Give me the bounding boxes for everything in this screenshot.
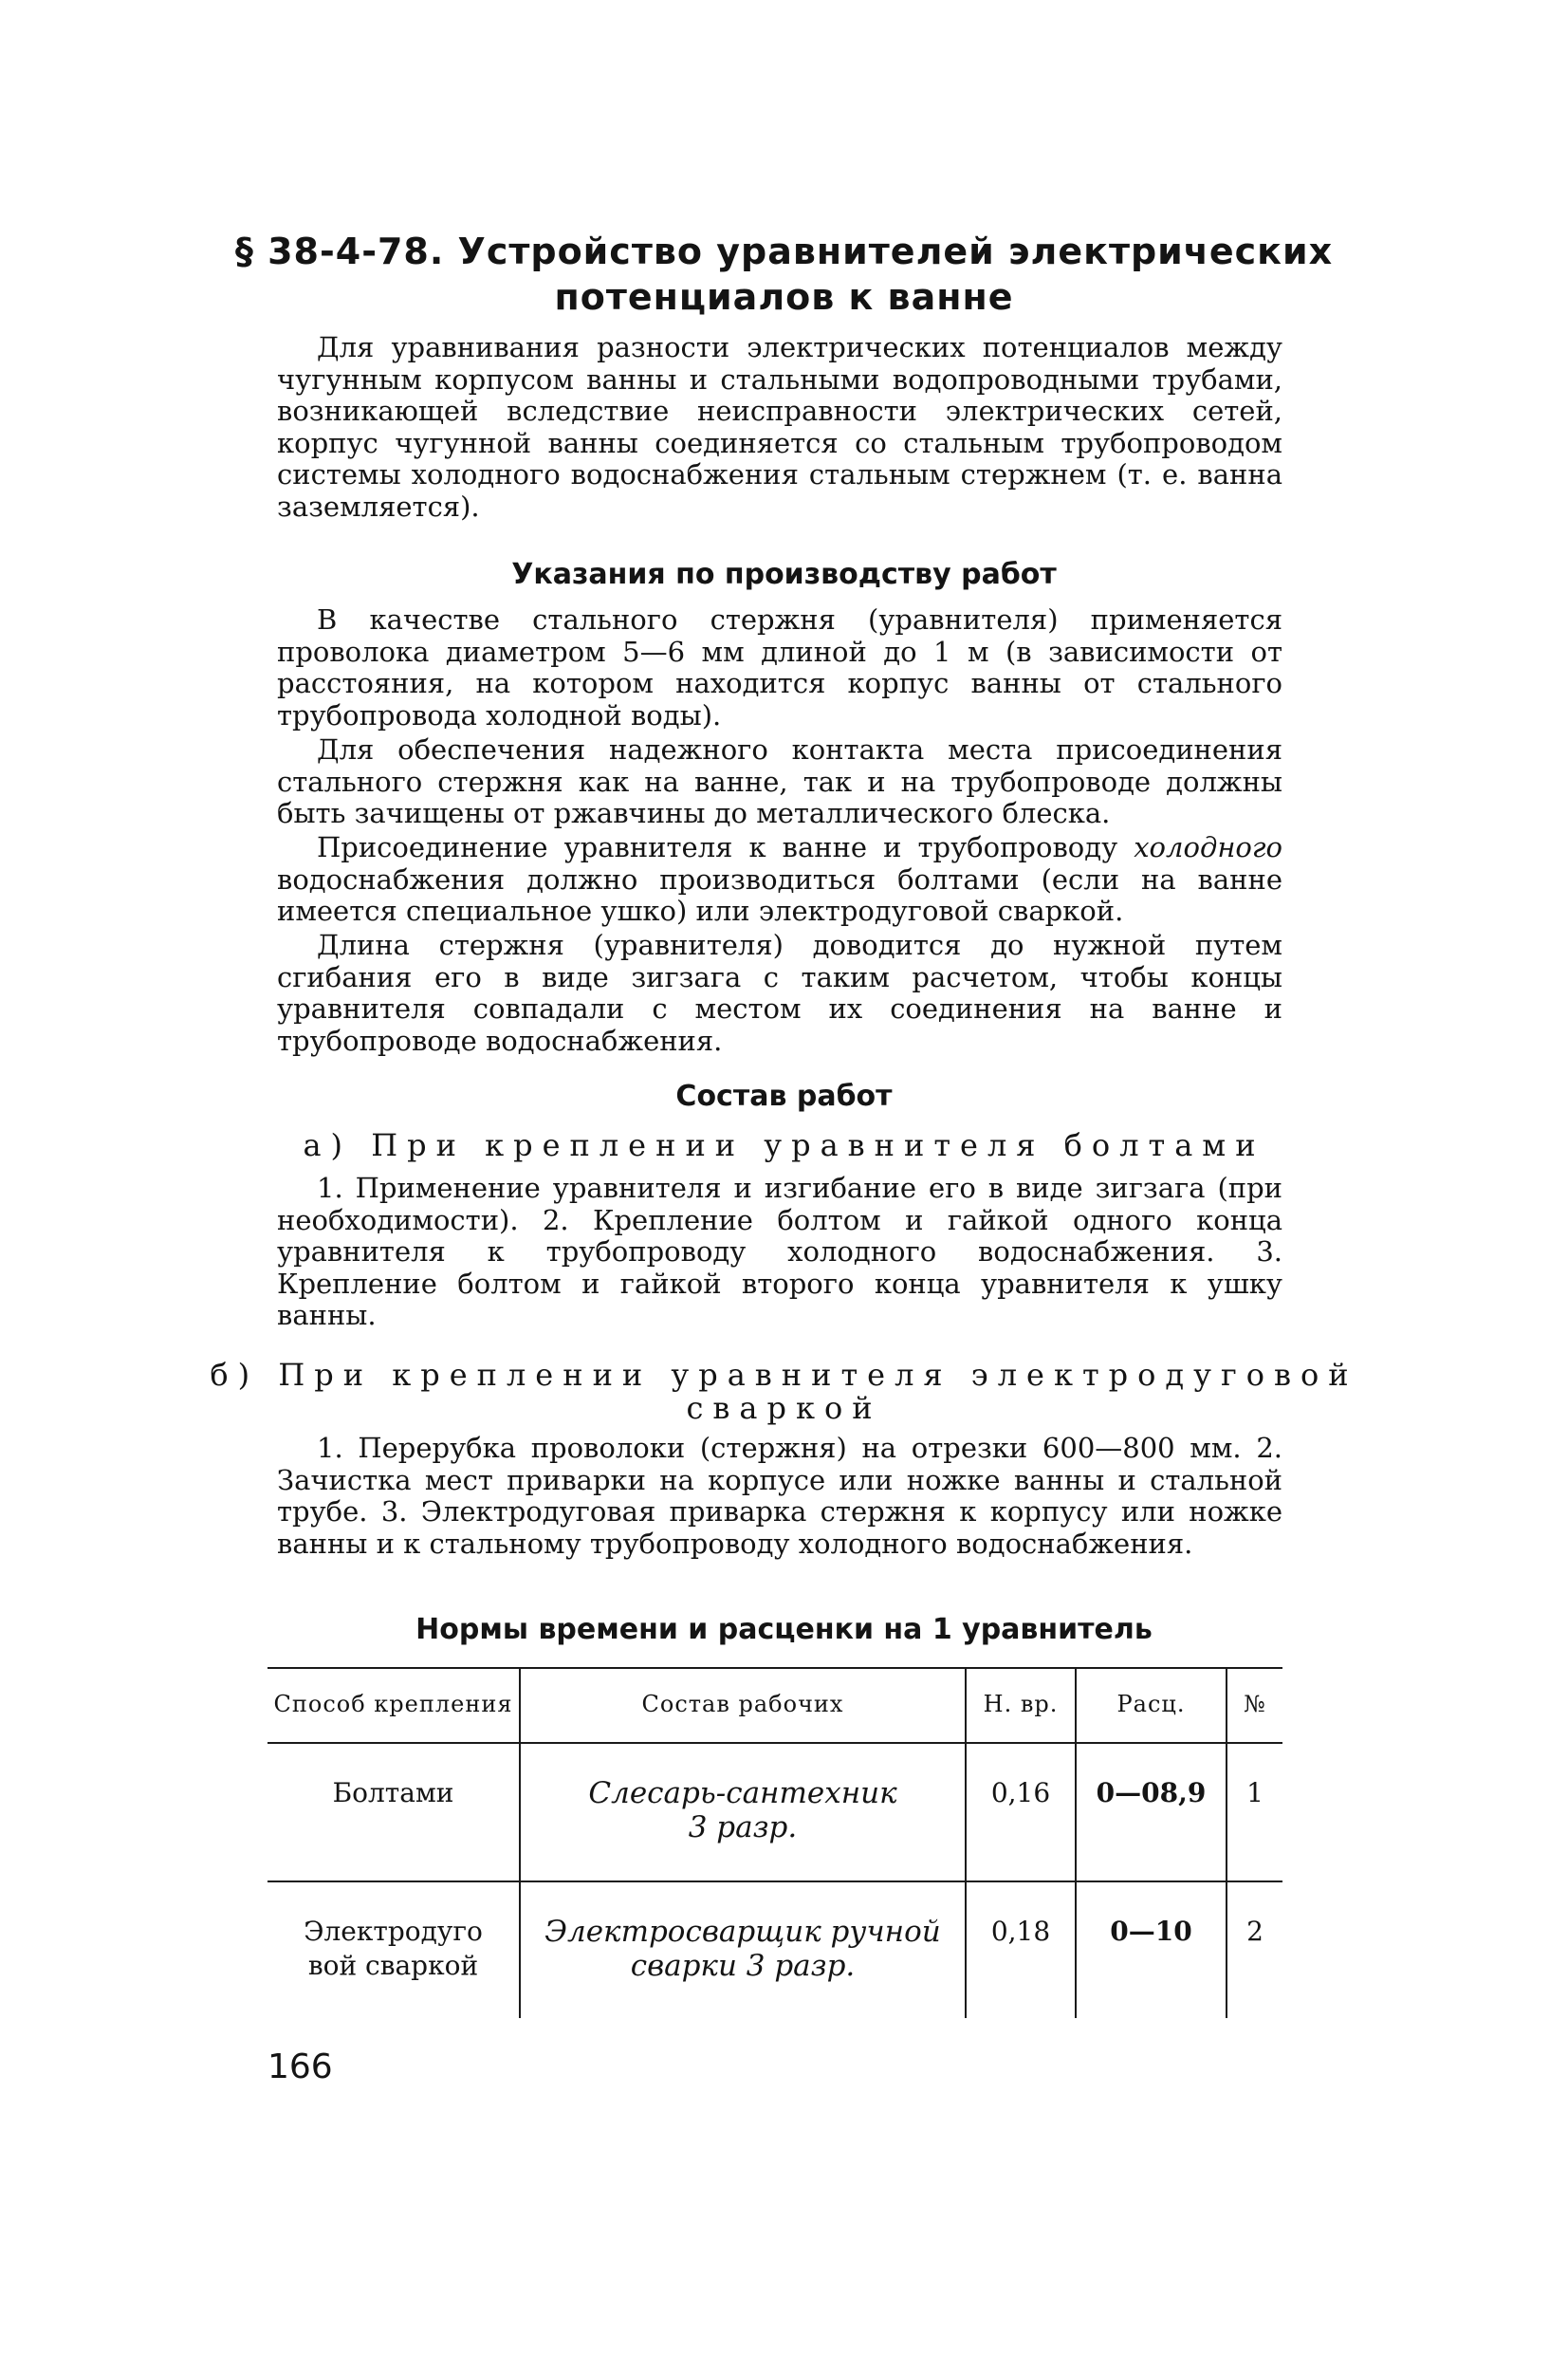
work-variant-a-heading: а) При креплении уравнителя болтами: [303, 1127, 1265, 1163]
instructions-paragraph-3-start: Присоединение уравнителя к ванне и трубопроводу: [317, 831, 1134, 863]
table-header-price: Расц.: [1116, 1691, 1186, 1717]
section-title-line-1: § 38-4-78. Устройство уравнителей электрических: [234, 231, 1334, 272]
row-1-workers-line-1: Слесарь-сантехник: [588, 1776, 897, 1810]
instructions-paragraph-3: [277, 832, 1282, 928]
instructions-heading: Указания по производству работ: [511, 558, 1057, 591]
section-title-line-2: потенциалов к ванне: [554, 276, 1014, 318]
row-2-price: 0—10: [1110, 1916, 1192, 1947]
work-variant-a-text: 1. Применение уравнителя и изгибание его в виде зигзага (при необходимости). 2. Крепление болтом и гайкой одного конца уравнителя к трубопроводу холодного водоснабжения. 3. Крепление болтом и гайкой второго конца уравнителя к ушку ванны.: [277, 1172, 1282, 1331]
norms-table-title: Нормы времени и расценки на 1 уравнитель: [415, 1613, 1153, 1646]
table-header-workers: Состав рабочих: [641, 1691, 844, 1717]
row-1-time: 0,16: [990, 1777, 1051, 1808]
page-number: 166: [267, 2047, 333, 2086]
row-2-time: 0,18: [990, 1916, 1051, 1947]
row-1-workers-line-2: 3 разр.: [688, 1810, 798, 1844]
row-1-price: 0—08,9: [1096, 1777, 1207, 1808]
instructions-paragraph-2: Для обеспечения надежного контакта места присоединения стального стержня как на ванне, так и на трубопроводе должны быть зачищены от ржавчины до металлического блеска.: [277, 733, 1282, 829]
instructions-paragraph-1: В качестве стального стержня (уравнителя) применяется проволока диаметром 5—6 мм длиной до 1 м (в зависимости от расстояния, на котором находится корпус ванны от стального трубопровода холодной воды).: [277, 603, 1282, 732]
row-1-method: Болтами: [332, 1777, 454, 1808]
instructions-paragraph-3-italic: холодного: [1134, 831, 1282, 863]
work-variant-b-heading-line-2: сваркой: [686, 1390, 882, 1426]
table-header-method: Способ крепления: [273, 1691, 513, 1717]
work-variant-b-text: 1. Перерубка проволоки (стержня) на отрезки 600—800 мм. 2. Зачистка мест приварки на корпусе или ножке ванны и стальной трубе. 3. Электродуговая приварка стержня к корпусу или ножке ванны и к стальному трубопроводу холодного водоснабжения.: [277, 1432, 1282, 1560]
work-composition-heading: Состав работ: [675, 1080, 893, 1113]
row-1-number: 1: [1246, 1777, 1264, 1808]
table-top-rule: [267, 1667, 1282, 1669]
intro-paragraph: Для уравнивания разности электрических потенциалов между чугунным корпусом ванны и стальными водопроводными трубами, возникающей вследствие неисправности электрических сетей, корпус чугунной ванны соединяется со стальным трубопроводом системы холодного водоснабжения стальным стержнем (т. е. ванна заземляется).: [277, 331, 1282, 523]
table-header-time: Н. вр.: [983, 1691, 1059, 1717]
row-2-method-line-1: Электродуго: [304, 1916, 483, 1947]
table-header-rule: [267, 1742, 1282, 1744]
row-2-number: 2: [1246, 1916, 1264, 1947]
table-header-number: №: [1244, 1691, 1266, 1717]
instructions-paragraph-4: Длина стержня (уравнителя) доводится до нужной путем сгибания его в виде зигзага с таким расчетом, чтобы концы уравнителя совпадали с местом их соединения на ванне и трубопроводе водоснабжения.: [277, 929, 1282, 1057]
row-2-workers-line-2: сварки 3 разр.: [630, 1949, 856, 1983]
table-row-rule: [267, 1881, 1282, 1882]
row-2-workers-line-1: Электросварщик ручной: [544, 1915, 941, 1949]
row-2-method-line-2: вой сваркой: [307, 1950, 479, 1981]
work-variant-b-heading-line-1: б) При креплении уравнителя электродуговой: [210, 1357, 1358, 1393]
instructions-paragraph-3-end: водоснабжения должно производиться болтами (если на ванне имеется специальное ушко) или электродуговой сваркой.: [277, 862, 1282, 927]
